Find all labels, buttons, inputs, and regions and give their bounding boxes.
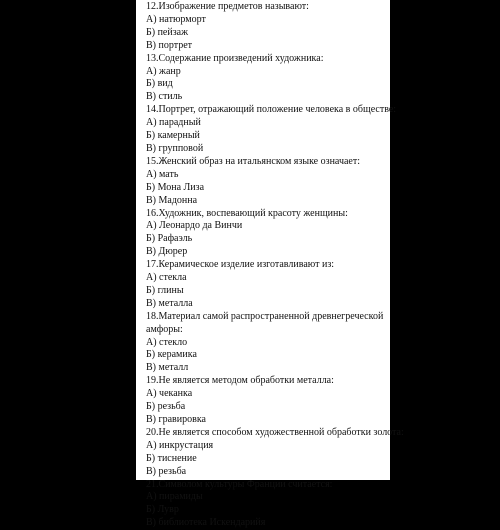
quiz-content (146, 1, 404, 530)
answer-option: Б) тиснение (146, 452, 197, 464)
answer-option: В) групповой (146, 142, 204, 154)
question-17 (146, 259, 390, 311)
question-title: 14.Портрет, отражающий положение человека в обществе: (146, 104, 397, 116)
answer-option: В) металл (146, 362, 189, 374)
answer-option: А) стекло (146, 336, 188, 348)
answer-option: В) гравировка (146, 414, 206, 425)
answer-option: А) натюрморт (146, 13, 206, 25)
question-21 (146, 479, 390, 530)
answer-option: А) инкрустация (146, 439, 214, 451)
question-title: 13.Содержание произведений художника: (146, 52, 324, 64)
question-18 (146, 311, 390, 376)
question-title: 12.Изображение предметов называют: (146, 1, 309, 12)
answer-option: А) парадный (146, 117, 201, 129)
question-title: 20.Не является способом художественной обработки золота: (146, 426, 404, 438)
question-20 (146, 426, 404, 479)
answer-option: Б) резьба (146, 401, 186, 413)
answer-option: В) Мадонна (146, 194, 198, 206)
question-title: 17.Керамическое изделие изготавливают из: (146, 259, 335, 271)
question-title: 15.Женский образ на итальянском языке означает: (146, 155, 361, 167)
answer-option: А) пирамиды (146, 491, 203, 503)
answer-option: Б) камерный (146, 130, 200, 142)
answer-option: В) портрет (146, 39, 193, 51)
question-13 (146, 53, 390, 105)
answer-option: Б) Лувр (146, 504, 179, 516)
answer-option: А) мать (146, 168, 179, 180)
answer-option: В) резьба (146, 465, 187, 477)
question-title: 18.Материал самой распространенной древнегреческой амфоры: (146, 310, 384, 335)
question-15 (146, 156, 390, 208)
answer-option: Б) вид (146, 78, 173, 90)
question-title: 21.Символом культуры Франции считается: (146, 478, 333, 490)
document-page (136, 0, 404, 529)
question-title: 16.Художник, воспевающий красоту женщины: (146, 207, 348, 219)
answer-option: А) жанр (146, 65, 181, 77)
answer-option: Б) Рафаэль (146, 233, 193, 245)
answer-option: В) стиль (146, 91, 183, 103)
question-16 (146, 208, 390, 260)
answer-option: Б) пейзаж (146, 26, 189, 38)
answer-option: А) стекла (146, 272, 187, 284)
question-19 (146, 375, 390, 427)
answer-option: А) Леонардо да Винчи (146, 220, 243, 232)
question-14 (146, 104, 397, 156)
answer-option: А) чеканка (146, 388, 193, 400)
answer-option: В) Дюрер (146, 246, 188, 258)
answer-option: В) металла (146, 297, 193, 309)
question-title: 19.Не является методом обработки металла: (146, 375, 334, 387)
answer-option: Б) керамика (146, 349, 197, 361)
answer-option: Б) Мона Лиза (146, 181, 205, 193)
answer-option: В) библиотека Искендарийя (146, 517, 266, 529)
answer-option: Б) глины (146, 284, 184, 296)
question-12 (146, 1, 390, 53)
